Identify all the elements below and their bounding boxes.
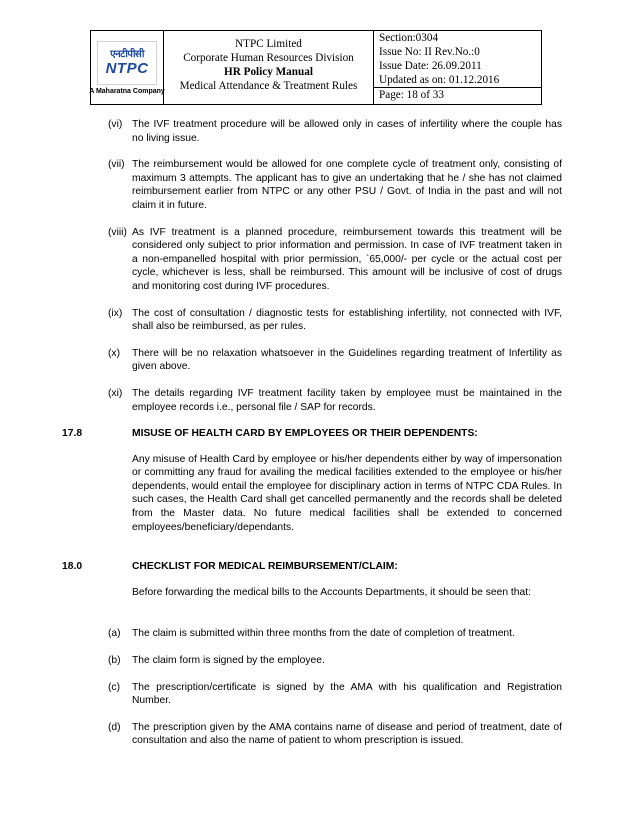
logo-caption: A Maharatna Company	[89, 87, 165, 95]
item-number: (viii)	[108, 226, 127, 238]
ntpc-logo	[97, 41, 157, 85]
item-text: The claim is submitted within three months from the date of completion of treatment.	[132, 628, 515, 640]
page-number: Page: 18 of 33	[374, 87, 541, 102]
list-item	[88, 347, 562, 374]
item-number: (c)	[108, 681, 121, 693]
header-table	[90, 30, 542, 105]
item-text: The claim form is signed by the employee.	[132, 655, 325, 667]
item-text: The IVF treatment procedure will be allowed only in cases of infertility where the couple has no living issue.	[132, 119, 562, 144]
section-number: 18.0	[62, 561, 83, 573]
document-body	[62, 118, 562, 761]
section-title: MISUSE OF HEALTH CARD BY EMPLOYEES OR THEIR DEPENDENTS:	[132, 428, 478, 440]
list-item	[88, 681, 562, 708]
list-item	[88, 627, 562, 641]
section-paragraph: Any misuse of Health Card by employee or his/her dependents either by way of impersonation or committing any fraud for availing the medical facilities extended to the employee or his/her dependents, would entail the employee for disciplinary action in terms of NTPC CDA Rules. In such cases, the Health Card shall get cancelled permanently and the records shall be deleted from the Master data. No future medical facilities shall be extended to concerned employees/beneficiary/dependants.	[132, 453, 562, 533]
header-center-cell	[164, 31, 374, 104]
list-item	[88, 721, 562, 748]
section-heading-18-0	[62, 560, 562, 574]
rules-title: Medical Attendance & Treatment Rules	[179, 80, 358, 92]
section-number: Section:0304	[379, 32, 439, 44]
item-number: (a)	[108, 628, 121, 640]
ivf-list	[88, 118, 562, 414]
item-text: The reimbursement would be allowed for one complete cycle of treatment only, consisting of maximum 3 attempts. The applicant has to give an undertaking that he / she has not claimed reimbursement earlier from NTPC or any other PSU / Govt. of India in the past and will not claim it in future.	[132, 159, 562, 211]
item-text: There will be no relaxation whatsoever in the Guidelines regarding treatment of Infertility as given above.	[132, 347, 562, 373]
item-text: As IVF treatment is a planned procedure, reimbursement towards this treatment will be considered only subject to prior information and permission. In case of IVF treatment taken in a non-empanelled hospital with prior permission, `65,000/- per cycle or the actual cost per cycle, whichever is less, shall be reimbursed. This amount will be inclusive of cost of drugs and monitoring cost during IVF procedures.	[132, 226, 562, 292]
issue-number: Issue No: II Rev.No.:0	[379, 46, 480, 58]
division-name: Corporate Human Resources Division	[183, 52, 354, 64]
logo-cell	[91, 31, 164, 104]
logo-brand-text: NTPC	[105, 59, 149, 77]
item-text: The prescription/certificate is signed by the AMA with his qualification and Registration Number.	[132, 681, 562, 707]
item-number: (d)	[108, 721, 121, 733]
updated-date: Updated as on: 01.12.2016	[379, 74, 500, 86]
item-number: (ix)	[108, 307, 123, 319]
item-number: (x)	[108, 347, 121, 359]
item-number: (b)	[108, 655, 121, 667]
company-name: NTPC Limited	[235, 38, 302, 50]
section-title: CHECKLIST FOR MEDICAL REIMBURSEMENT/CLAIM:	[132, 561, 398, 573]
item-text: The cost of consultation / diagnostic tests for establishing infertility, not connected with IVF, shall also be reimbursed, as per rules.	[132, 307, 562, 333]
item-number: (vi)	[108, 119, 123, 130]
list-item	[88, 226, 562, 294]
logo-hindi-text: एनटीपीसी	[110, 48, 144, 60]
list-item	[88, 307, 562, 334]
item-text: The details regarding IVF treatment facility taken by employee must be maintained in the employee records i.e., personal file / SAP for records.	[132, 387, 562, 413]
item-number: (xi)	[108, 387, 123, 399]
list-item	[88, 118, 562, 145]
section-number: 17.8	[62, 428, 83, 440]
list-item	[88, 387, 562, 414]
manual-title: HR Policy Manual	[224, 66, 313, 78]
header-right-cell	[374, 31, 541, 104]
list-item	[88, 158, 562, 212]
section-paragraph: Before forwarding the medical bills to the Accounts Departments, it should be seen that:	[132, 586, 531, 598]
list-item	[88, 654, 562, 668]
section-heading-17-8	[62, 427, 562, 441]
checklist	[88, 627, 562, 748]
item-number: (vii)	[108, 159, 125, 171]
issue-date: Issue Date: 26.09.2011	[379, 60, 482, 72]
item-text: The prescription given by the AMA contains name of disease and period of treatment, date of consultation and also the name of patient to whom prescription is issued.	[132, 721, 562, 747]
